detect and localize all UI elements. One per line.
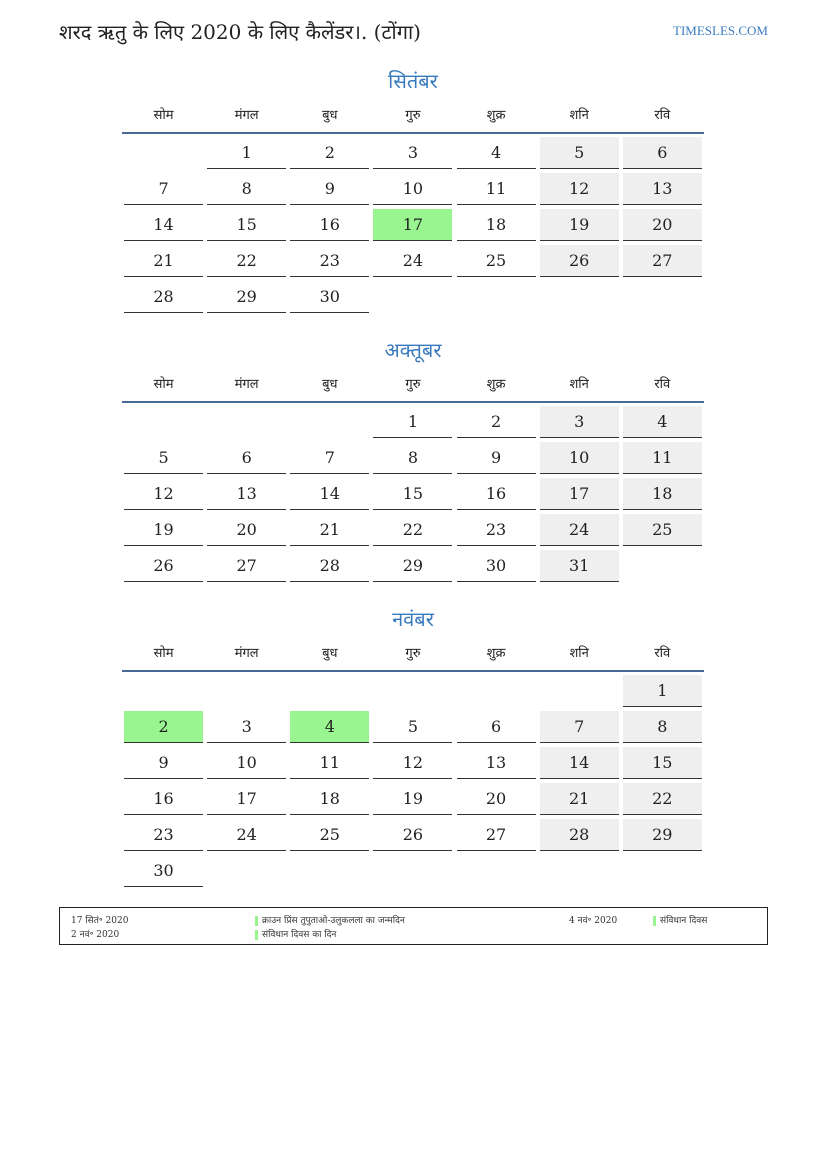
day-cell: 21	[290, 514, 369, 546]
weekday-label: बुध	[322, 377, 338, 392]
holiday-day-cell: 2	[124, 711, 203, 743]
empty-cell	[540, 675, 619, 707]
day-cell: 22	[623, 783, 702, 815]
holiday-day-cell: 4	[290, 711, 369, 743]
legend-holiday	[255, 913, 405, 926]
weekday-label: गुरु	[405, 646, 421, 661]
day-cell: 16	[290, 209, 369, 241]
day-cell: 26	[540, 245, 619, 277]
day-cell: 6	[207, 442, 286, 474]
page-title: शरद ऋतु के लिए 2020 के लिए कैलेंडर।. (टोंगा)	[59, 20, 421, 44]
day-cell: 22	[373, 514, 452, 546]
day-cell: 3	[207, 711, 286, 743]
month-title: नवंबर	[392, 607, 434, 631]
day-cell: 23	[457, 514, 536, 546]
day-cell: 9	[290, 173, 369, 205]
weekday-header	[122, 96, 704, 134]
month-november	[122, 604, 704, 891]
weekday-label: शुक्र	[486, 108, 506, 123]
holiday-day-cell: 17	[373, 209, 452, 241]
day-cell: 31	[540, 550, 619, 582]
weekday-header	[122, 365, 704, 403]
day-cell: 21	[540, 783, 619, 815]
weekday-label: सोम	[153, 646, 174, 661]
day-cell: 15	[623, 747, 702, 779]
day-cell: 29	[207, 281, 286, 313]
day-cell: 2	[290, 137, 369, 169]
day-cell: 21	[124, 245, 203, 277]
weekday-label: रवि	[654, 646, 671, 661]
day-cell: 18	[623, 478, 702, 510]
weekday-label: गुरु	[405, 377, 421, 392]
legend-holiday	[255, 927, 336, 940]
day-cell: 13	[623, 173, 702, 205]
day-cell: 27	[623, 245, 702, 277]
day-cell: 13	[207, 478, 286, 510]
empty-cell	[207, 406, 286, 438]
day-cell: 14	[124, 209, 203, 241]
legend-holiday-name: संविधान दिवस	[660, 916, 708, 926]
day-cell: 2	[457, 406, 536, 438]
holiday-marker	[255, 930, 258, 940]
day-cell: 7	[290, 442, 369, 474]
day-cell: 16	[124, 783, 203, 815]
day-cell: 12	[540, 173, 619, 205]
day-cell: 9	[124, 747, 203, 779]
empty-cell	[124, 675, 203, 707]
day-cell: 8	[373, 442, 452, 474]
day-cell: 20	[457, 783, 536, 815]
day-cell: 19	[124, 514, 203, 546]
day-cell: 25	[623, 514, 702, 546]
day-cell: 3	[373, 137, 452, 169]
day-cell: 16	[457, 478, 536, 510]
weekday-label: शुक्र	[486, 377, 506, 392]
day-cell: 6	[457, 711, 536, 743]
day-cell: 26	[124, 550, 203, 582]
weekday-label: रवि	[654, 108, 671, 123]
day-cell: 24	[540, 514, 619, 546]
day-cell: 24	[373, 245, 452, 277]
day-cell: 18	[290, 783, 369, 815]
day-cell: 7	[124, 173, 203, 205]
weekday-label: बुध	[322, 646, 338, 661]
day-cell: 1	[623, 675, 702, 707]
weekday-label: मंगल	[234, 646, 259, 661]
weekday-label: बुध	[322, 108, 338, 123]
day-cell: 19	[373, 783, 452, 815]
day-cell: 14	[290, 478, 369, 510]
holiday-marker	[653, 916, 656, 926]
day-cell: 4	[457, 137, 536, 169]
day-cell: 28	[540, 819, 619, 851]
day-cell: 1	[207, 137, 286, 169]
weekday-label: मंगल	[234, 377, 259, 392]
day-cell: 28	[290, 550, 369, 582]
empty-cell	[290, 675, 369, 707]
day-cell: 30	[124, 855, 203, 887]
day-cell: 13	[457, 747, 536, 779]
day-cell: 20	[207, 514, 286, 546]
weekday-label: सोम	[153, 377, 174, 392]
day-cell: 22	[207, 245, 286, 277]
weekday-label: सोम	[153, 108, 174, 123]
day-cell: 1	[373, 406, 452, 438]
day-cell: 20	[623, 209, 702, 241]
day-cell: 23	[290, 245, 369, 277]
day-cell: 24	[207, 819, 286, 851]
site-link[interactable]: TIMESLES.COM	[673, 23, 768, 38]
day-cell: 26	[373, 819, 452, 851]
day-cell: 8	[623, 711, 702, 743]
day-cell: 5	[373, 711, 452, 743]
weekday-label: शनि	[569, 377, 589, 392]
day-cell: 29	[373, 550, 452, 582]
holiday-legend	[59, 907, 768, 945]
day-cell: 10	[207, 747, 286, 779]
day-cell: 11	[623, 442, 702, 474]
day-cell: 30	[290, 281, 369, 313]
month-september	[122, 66, 704, 317]
legend-holiday-name: संविधान दिवस का दिन	[262, 930, 337, 940]
day-cell: 27	[457, 819, 536, 851]
day-cell: 5	[540, 137, 619, 169]
day-cell: 7	[540, 711, 619, 743]
day-cell: 12	[124, 478, 203, 510]
day-cell: 9	[457, 442, 536, 474]
weekday-label: मंगल	[234, 108, 259, 123]
legend-holiday-name: क्राउन प्रिंस तुपुताओ-उलुकलला का जन्मदिन	[262, 916, 405, 926]
day-cell: 6	[623, 137, 702, 169]
empty-cell	[290, 406, 369, 438]
day-cell: 11	[457, 173, 536, 205]
day-cell: 25	[457, 245, 536, 277]
legend-date: 17 सितं॰ 2020	[71, 916, 129, 926]
empty-cell	[457, 675, 536, 707]
day-cell: 18	[457, 209, 536, 241]
empty-cell	[124, 406, 203, 438]
day-grid	[122, 134, 704, 317]
day-cell: 10	[373, 173, 452, 205]
day-cell: 28	[124, 281, 203, 313]
month-october	[122, 335, 704, 586]
day-cell: 14	[540, 747, 619, 779]
day-cell: 5	[124, 442, 203, 474]
day-cell: 27	[207, 550, 286, 582]
holiday-marker	[255, 916, 258, 926]
day-cell: 23	[124, 819, 203, 851]
day-cell: 12	[373, 747, 452, 779]
day-cell: 17	[207, 783, 286, 815]
empty-cell	[124, 137, 203, 169]
day-cell: 15	[373, 478, 452, 510]
day-cell: 29	[623, 819, 702, 851]
day-cell: 4	[623, 406, 702, 438]
legend-holiday	[653, 913, 707, 926]
day-cell: 3	[540, 406, 619, 438]
legend-date: 2 नवं॰ 2020	[71, 930, 120, 940]
day-cell: 10	[540, 442, 619, 474]
day-cell: 15	[207, 209, 286, 241]
day-grid	[122, 672, 704, 891]
weekday-label: शनि	[569, 646, 589, 661]
day-cell: 17	[540, 478, 619, 510]
weekday-label: गुरु	[405, 108, 421, 123]
weekday-label: रवि	[654, 377, 671, 392]
day-cell: 25	[290, 819, 369, 851]
day-cell: 11	[290, 747, 369, 779]
day-cell: 8	[207, 173, 286, 205]
day-cell: 30	[457, 550, 536, 582]
empty-cell	[373, 675, 452, 707]
weekday-label: शनि	[569, 108, 589, 123]
month-title: अक्तूबर	[384, 338, 442, 362]
month-title: सितंबर	[388, 69, 438, 93]
day-cell: 19	[540, 209, 619, 241]
weekday-label: शुक्र	[486, 646, 506, 661]
empty-cell	[207, 675, 286, 707]
weekday-header	[122, 634, 704, 672]
legend-date: 4 नवं॰ 2020	[569, 916, 618, 926]
day-grid	[122, 403, 704, 586]
